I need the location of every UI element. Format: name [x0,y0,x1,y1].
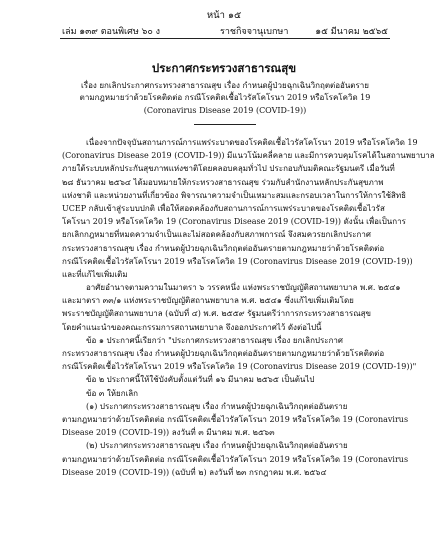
body-line: อาศัยอำนาจตามความในมาตรา ๖ วรรคหนึ่ง แห่งพระราชบัญญัติสถานพยาบาล พ.ศ. ๒๕๔๑ [86,283,401,293]
header-rule [60,38,390,39]
announcement-subject [62,80,388,117]
body-line: ๒๘ ธันวาคม ๒๕๖๔ ได้มอบหมายให้กระทรวงสาธารณสุข ร่วมกับสำนักงานหลักประกันสุขภาพ [62,177,384,187]
body-line: ตามกฎหมายว่าด้วยโรคติดต่อ กรณีโรคติดเชื้อไวรัสโคโรนา 2019 หรือโรคโควิด 19 (Coronavirus [62,454,409,464]
subject-line: (Coronavirus Disease 2019 (COVID-19)) [143,105,307,115]
body-line: โดยคำแนะนำของคณะกรรมการสถานพยาบาล จึงออกประกาศไว้ ดังต่อไปนี้ [62,322,322,332]
body-line: UCEP กลับเข้าสู่ระบบปกติ เพื่อให้สอดคล้องกับสถานการณ์การแพร่ระบาดของโรคติดเชื้อไวรัส [62,203,385,213]
body-line: ภายใต้ระบบหลักประกันสุขภาพแห่งชาติโดยคลอบคลุมทั่วไป ประกอบกับมติคณะรัฐมนตรี เมื่อวันที่ [62,164,395,174]
volume-issue: เล่ม ๑๓๙ ตอนพิเศษ ๖๐ ง [62,27,161,37]
title-divider [194,124,256,125]
gazette-header [62,24,388,36]
body-line: แห่งชาติ และหน่วยงานที่เกี่ยวข้อง พิจารณาความจำเป็นเหมาะสมและกรอบเวลาในการให้การใช้สิทธิ [62,190,407,200]
clause-1 [62,334,417,374]
announcement-body [62,136,435,479]
body-line: Disease 2019 (COVID-19)) (ฉบับที่ ๒) ลงวันที่ ๒๓ กรกฎาคม พ.ศ. ๒๕๖๔ [62,467,327,477]
body-line: (๑) ประกาศกระทรวงสาธารณสุข เรื่อง กำหนดผู้ป่วยฉุกเฉินวิกฤตต่ออันตราย [86,401,348,411]
body-line: พระราชบัญญัติสถานพยาบาล (ฉบับที่ ๔) พ.ศ. ๒๕๕๙ รัฐมนตรีว่าการกระทรวงสาธารณสุข [62,309,371,319]
page-number: หน้า ๑๕ [206,10,242,21]
authority-paragraph [62,281,401,334]
preamble-paragraph [62,136,435,281]
body-line: กระทรวงสาธารณสุข เรื่อง กำหนดผู้ป่วยฉุกเฉินวิกฤตต่ออันตรายตามกฎหมายว่าด้วยโรคติดต่อ [62,349,385,358]
announcement-title: ประกาศกระทรวงสาธารณสุข [151,61,297,75]
body-line: และที่แก้ไขเพิ่มเติม [62,269,128,279]
clause-2: ข้อ ๒ ประกาศนี้ให้ใช้บังคับตั้งแต่วันที่ ๑๖ มีนาคม ๒๕๖๕ เป็นต้นไป [86,375,315,385]
body-line: Disease 2019 (COVID-19)) ลงวันที่ ๓ มีนาคม พ.ศ. ๒๕๖๓ [62,428,275,438]
body-line: ข้อ ๑ ประกาศนี้เรียกว่า "ประกาศกระทรวงสาธารณสุข เรื่อง ยกเลิกประกาศ [86,335,343,345]
body-line: และมาตรา ๓๓/๑ แห่งพระราชบัญญัติสถานพยาบาล พ.ศ. ๒๕๔๑ ซึ่งแก้ไขเพิ่มเติมโดย [62,296,354,306]
subject-line: เรื่อง ยกเลิกประกาศกระทรวงสาธารณสุข เรื่อง กำหนดผู้ป่วยฉุกเฉินวิกฤตต่ออันตราย [81,81,369,90]
body-line: (Coronavirus Disease 2019 (COVID-19)) มีแนวโน้มคลี่คลาย และมีการควบคุมโรคได้ในสถานพยาบาล [62,151,435,161]
body-line: (๒) ประกาศกระทรวงสาธารณสุข เรื่อง กำหนดผู้ป่วยฉุกเฉินวิกฤตต่ออันตราย [86,441,348,451]
body-line: โคโรนา 2019 หรือโรคโควิด 19 (Coronavirus Disease 2019 (COVID-19)) ดังนั้น เพื่อเป็นการ [62,217,406,227]
repeal-item-2 [62,439,409,479]
body-line: ยกเลิกกฎหมายที่หมดความจำเป็นและไม่สอดคล้องกับสภาพการณ์ จึงสมควรยกเลิกประกาศ [62,230,371,240]
body-line: กรณีโรคติดเชื้อไวรัสโคโรนา 2019 หรือโรคโควิด 19 (Coronavirus Disease 2019 (COVID-19)) [62,256,413,266]
subject-line: ตามกฎหมายว่าด้วยโรคติดต่อ กรณีโรคติดเชื้อไวรัสโคโรนา 2019 หรือโรคโควิด 19 [79,93,371,103]
body-line: กรณีโรคติดเชื้อไวรัสโคโรนา 2019 หรือโรคโควิด 19 (Coronavirus Disease 2019 (COVID-19))" [62,362,417,372]
body-line: เนื่องจากปัจจุบันสถานการณ์การแพร่ระบาดของโรคติดเชื้อไวรัสโคโรนา 2019 หรือโรคโควิด 19 [86,138,418,147]
body-line: กระทรวงสาธารณสุข เรื่อง กำหนดผู้ป่วยฉุกเฉินวิกฤตต่ออันตรายตามกฎหมายว่าด้วยโรคติดต่อ [62,243,385,253]
body-line: ตามกฎหมายว่าด้วยโรคติดต่อ กรณีโรคติดเชื้อไวรัสโคโรนา 2019 หรือโรคโควิด 19 (Coronavirus [62,414,409,424]
repeal-item-1 [62,400,409,440]
gazette-name: ราชกิจจานุเบกษา [220,27,289,37]
publication-date: ๑๕ มีนาคม ๒๕๖๕ [315,27,388,37]
clause-3: ข้อ ๓ ให้ยกเลิก [86,388,139,398]
